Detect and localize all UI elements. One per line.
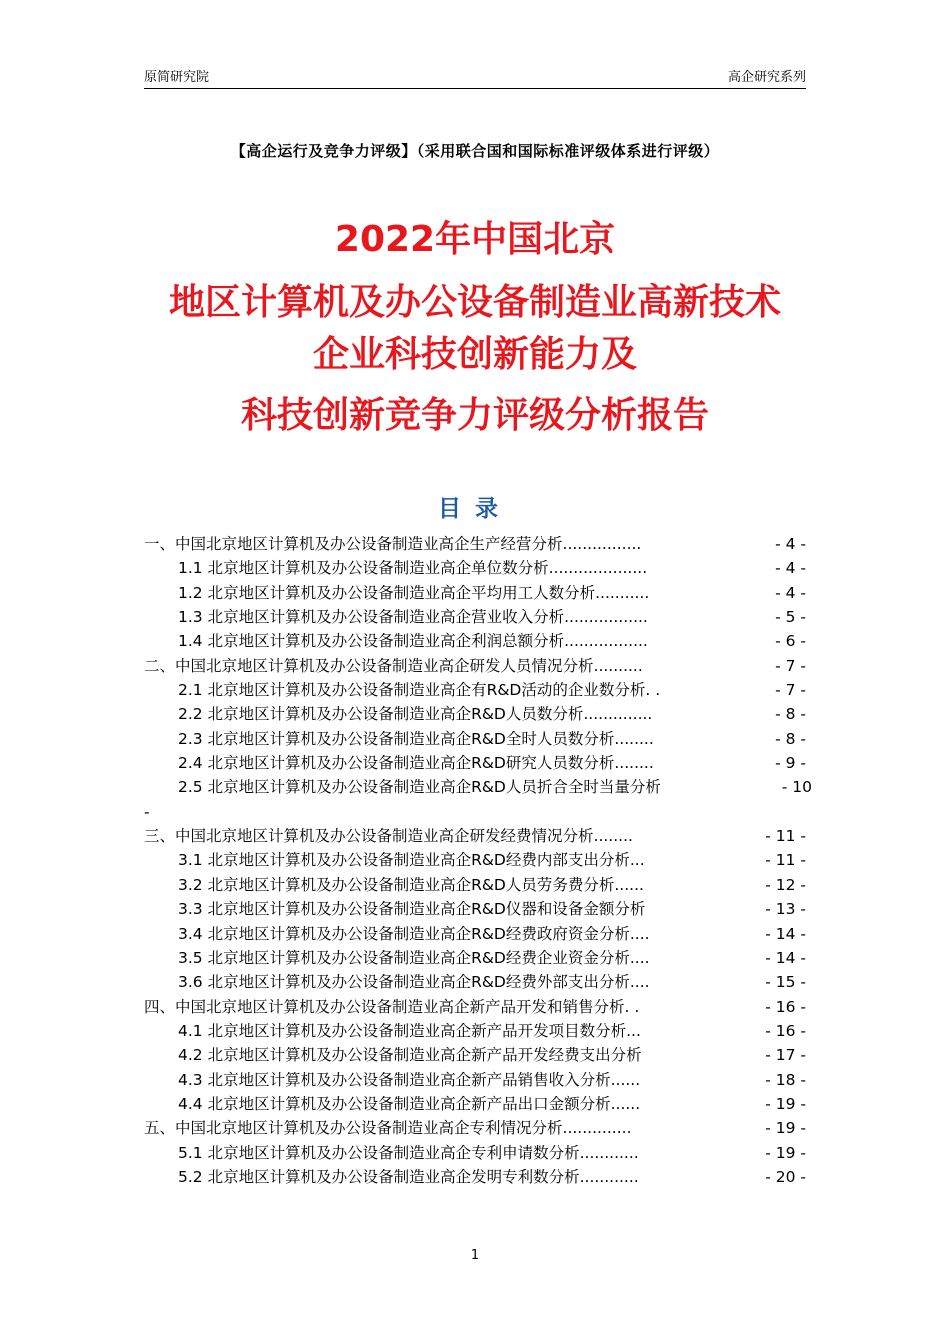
toc-entry-dots: . . bbox=[624, 997, 640, 1016]
toc-entry-page: - 19 - bbox=[763, 1141, 806, 1165]
toc-entry-label: 5.2 北京地区计算机及办公设备制造业高企发明专利数分析 bbox=[178, 1167, 580, 1186]
toc-entry-page: - 7 - bbox=[773, 654, 806, 678]
toc-entry-dots: .............. bbox=[583, 705, 653, 724]
toc-entry-label: 4.4 北京地区计算机及办公设备制造业高企新产品出口金额分析 bbox=[178, 1094, 611, 1113]
toc-entry-page: - 9 - bbox=[773, 751, 806, 775]
toc-entry-dots: .... bbox=[629, 948, 650, 967]
toc-entry[interactable] bbox=[144, 922, 806, 946]
toc-entry-label: 3.5 北京地区计算机及办公设备制造业高企R&D经费企业资金分析 bbox=[178, 948, 630, 967]
toc-entry-dots: ...... bbox=[610, 1094, 641, 1113]
toc-entry-page: - 11 - bbox=[763, 824, 806, 848]
toc-entry-label: 2.3 北京地区计算机及办公设备制造业高企R&D全时人员数分析 bbox=[178, 729, 615, 748]
toc-entry[interactable] bbox=[144, 1165, 806, 1189]
toc-heading: 目录 bbox=[438, 496, 512, 522]
toc-entry-page: - 10 bbox=[780, 775, 812, 799]
toc-entry-dots: .................... bbox=[548, 559, 648, 578]
toc-entry-label: 4.3 北京地区计算机及办公设备制造业高企新产品销售收入分析 bbox=[178, 1070, 611, 1089]
toc-entry[interactable] bbox=[144, 532, 806, 556]
rating-line: 【高企运行及竞争力评级】（采用联合国和国际标准评级体系进行评级） bbox=[230, 142, 720, 160]
toc-entry-dots: ................. bbox=[564, 632, 648, 651]
toc-entry-dots: ................ bbox=[562, 535, 642, 553]
toc-entry-dots: ............ bbox=[579, 1143, 639, 1162]
toc-entry-dots: ........... bbox=[595, 583, 650, 602]
toc-entry-dots: ... bbox=[626, 1021, 641, 1040]
toc-entry[interactable] bbox=[144, 775, 812, 799]
toc-entry-page: - 7 - bbox=[773, 678, 806, 702]
toc-entry-page: - 8 - bbox=[773, 727, 806, 751]
toc-entry[interactable] bbox=[144, 995, 806, 1019]
toc-entry[interactable] bbox=[144, 678, 806, 702]
toc-entry-page: - 4 - bbox=[773, 532, 806, 556]
toc-entry-dots: ............ bbox=[579, 1167, 639, 1186]
header-right: 高企研究系列 bbox=[727, 70, 806, 85]
toc-entry-page: - 5 - bbox=[773, 605, 806, 629]
toc-entry-dots: ...... bbox=[614, 875, 644, 894]
toc-entry-page-continuation: - bbox=[144, 802, 150, 821]
toc-entry-label: 2.4 北京地区计算机及办公设备制造业高企R&D研究人员数分析 bbox=[178, 754, 615, 773]
toc-entry[interactable] bbox=[144, 1116, 806, 1140]
toc-entry[interactable] bbox=[144, 605, 806, 629]
toc-entry-label: 二、中国北京地区计算机及办公设备制造业高企研发人员情况分析 bbox=[144, 656, 594, 675]
page-number: 1 bbox=[470, 1248, 480, 1263]
title-line-1: 2022年中国北京 bbox=[334, 219, 616, 260]
toc-entry-page: - 4 - bbox=[773, 556, 806, 580]
toc-entry[interactable] bbox=[144, 897, 806, 921]
title-line-3: 企业科技创新能力及 bbox=[312, 334, 637, 375]
toc-entry-dots: .......... bbox=[593, 656, 643, 675]
toc-entry[interactable] bbox=[144, 1043, 806, 1067]
toc-entry[interactable] bbox=[144, 848, 806, 872]
toc-entry-label: 1.2 北京地区计算机及办公设备制造业高企平均用工人数分析 bbox=[178, 583, 596, 602]
toc-entry-dots: .... bbox=[629, 924, 650, 943]
toc-entry[interactable] bbox=[144, 581, 806, 605]
toc-entry-dots: .............. bbox=[562, 1119, 632, 1138]
toc-entry[interactable] bbox=[144, 824, 806, 848]
toc-entry-label: 2.2 北京地区计算机及办公设备制造业高企R&D人员数分析 bbox=[178, 705, 584, 724]
toc-entry-label: 3.6 北京地区计算机及办公设备制造业高企R&D经费外部支出分析 bbox=[178, 973, 630, 992]
toc-entry[interactable] bbox=[144, 873, 806, 897]
toc-entry-page: - 6 - bbox=[773, 629, 806, 653]
toc-entry-label: 4.2 北京地区计算机及办公设备制造业高企新产品开发经费支出分析 bbox=[178, 1046, 642, 1065]
toc-entry-label: 2.1 北京地区计算机及办公设备制造业高企有R&D活动的企业数分析 bbox=[178, 681, 646, 700]
toc-entry-page: - 20 - bbox=[763, 1165, 806, 1189]
toc-entry-continuation bbox=[144, 800, 806, 824]
toc-entry[interactable] bbox=[144, 970, 806, 994]
toc-entry[interactable] bbox=[144, 1068, 806, 1092]
table-of-contents bbox=[144, 532, 812, 1189]
toc-entry-dots: . . bbox=[645, 681, 661, 700]
toc-entry-page: - 12 - bbox=[763, 873, 806, 897]
toc-entry[interactable] bbox=[144, 1019, 806, 1043]
toc-entry[interactable] bbox=[144, 629, 806, 653]
title-line-2: 地区计算机及办公设备制造业高新技术 bbox=[168, 282, 781, 323]
toc-entry[interactable] bbox=[144, 1141, 806, 1165]
toc-entry[interactable] bbox=[144, 654, 806, 678]
toc-entry-page: - 4 - bbox=[773, 581, 806, 605]
toc-entry-label: 4.1 北京地区计算机及办公设备制造业高企新产品开发项目数分析 bbox=[178, 1021, 627, 1040]
toc-entry-dots: ........ bbox=[614, 754, 654, 773]
toc-entry-dots: ...... bbox=[610, 1070, 641, 1089]
toc-entry[interactable] bbox=[144, 727, 806, 751]
toc-entry-label: 3.4 北京地区计算机及办公设备制造业高企R&D经费政府资金分析 bbox=[178, 924, 630, 943]
toc-entry-page: - 19 - bbox=[763, 1092, 806, 1116]
toc-entry-page: - 14 - bbox=[763, 946, 806, 970]
toc-entry[interactable] bbox=[144, 751, 806, 775]
toc-entry-page: - 15 - bbox=[763, 970, 806, 994]
toc-entry-page: - 13 - bbox=[763, 897, 806, 921]
title-line-4: 科技创新竞争力评级分析报告 bbox=[240, 395, 709, 436]
toc-entry[interactable] bbox=[144, 556, 806, 580]
toc-entry-page: - 16 - bbox=[763, 995, 806, 1019]
toc-entry-page: - 19 - bbox=[763, 1116, 806, 1140]
toc-entry-label: 五、中国北京地区计算机及办公设备制造业高企专利情况分析 bbox=[144, 1119, 563, 1138]
toc-entry-page: - 17 - bbox=[763, 1043, 806, 1067]
toc-entry-page: - 14 - bbox=[763, 922, 806, 946]
toc-entry-label: 三、中国北京地区计算机及办公设备制造业高企研发经费情况分析 bbox=[144, 827, 594, 846]
toc-entry-label: 5.1 北京地区计算机及办公设备制造业高企专利申请数分析 bbox=[178, 1143, 580, 1162]
toc-entry-label: 一、中国北京地区计算机及办公设备制造业高企生产经营分析 bbox=[144, 535, 563, 553]
toc-entry[interactable] bbox=[144, 946, 806, 970]
toc-entry-label: 3.1 北京地区计算机及办公设备制造业高企R&D经费内部支出分析 bbox=[178, 851, 630, 870]
toc-entry-dots: ........ bbox=[614, 729, 654, 748]
toc-entry-dots: ........ bbox=[593, 827, 633, 846]
toc-entry-label: 2.5 北京地区计算机及办公设备制造业高企R&D人员折合全时当量分析 bbox=[178, 778, 661, 797]
toc-entry[interactable] bbox=[144, 702, 806, 726]
toc-entry-label: 1.3 北京地区计算机及办公设备制造业高企营业收入分析 bbox=[178, 608, 565, 627]
toc-entry-page: - 11 - bbox=[763, 848, 806, 872]
toc-entry-label: 四、中国北京地区计算机及办公设备制造业高企新产品开发和销售分析 bbox=[144, 997, 625, 1016]
toc-entry-dots: .... bbox=[629, 973, 650, 992]
toc-entry-dots: ... bbox=[629, 851, 645, 870]
toc-entry-page: - 16 - bbox=[763, 1019, 806, 1043]
header-left: 原简研究院 bbox=[144, 70, 210, 85]
toc-entry-label: 1.4 北京地区计算机及办公设备制造业高企利润总额分析 bbox=[178, 632, 565, 651]
toc-entry[interactable] bbox=[144, 1092, 806, 1116]
toc-entry-label: 3.3 北京地区计算机及办公设备制造业高企R&D仪器和设备金额分析 bbox=[178, 900, 646, 919]
toc-entry-label: 3.2 北京地区计算机及办公设备制造业高企R&D人员劳务费分析 bbox=[178, 875, 615, 894]
toc-entry-page: - 18 - bbox=[763, 1068, 806, 1092]
header-divider bbox=[144, 88, 806, 89]
toc-entry-page: - 8 - bbox=[773, 702, 806, 726]
toc-entry-label: 1.1 北京地区计算机及办公设备制造业高企单位数分析 bbox=[178, 559, 549, 578]
toc-entry-dots: ................. bbox=[564, 608, 648, 627]
